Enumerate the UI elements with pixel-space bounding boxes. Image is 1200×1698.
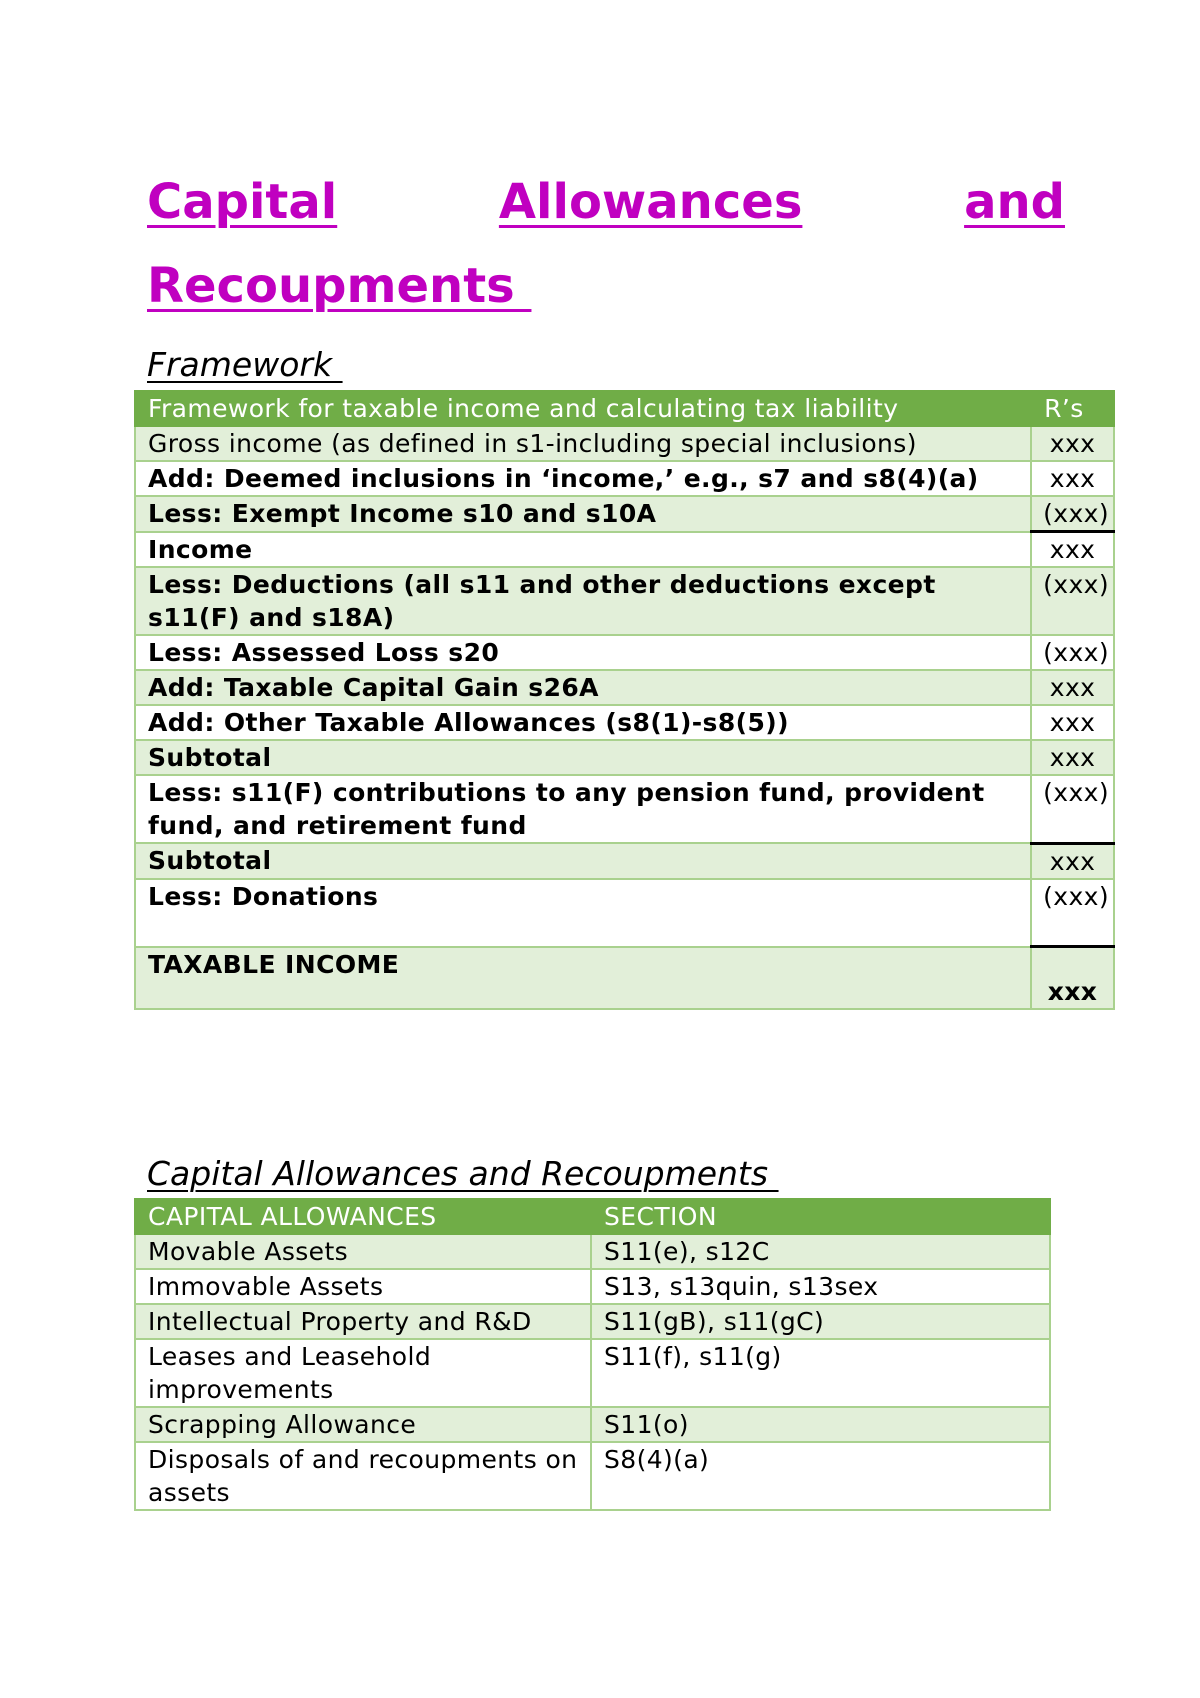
row-description: Add: Other Taxable Allowances (s8(1)-s8(5))	[135, 705, 1031, 740]
table-row	[135, 705, 1114, 740]
table-row	[135, 496, 1114, 532]
title-word: and	[964, 174, 1065, 230]
row-description: Less: Exempt Income s10 and s10A	[135, 496, 1031, 532]
table-row	[135, 670, 1114, 705]
title-word: Allowances	[498, 174, 803, 230]
allowance-cell: Intellectual Property and R&D	[135, 1304, 591, 1339]
document-title	[147, 160, 1065, 328]
section-cell: S11(e), s12C	[591, 1234, 1050, 1269]
row-amount: xxx	[1031, 461, 1114, 496]
row-amount: xxx	[1031, 426, 1114, 461]
row-description: Add: Deemed inclusions in ‘income,’ e.g., s7 and s8(4)(a)	[135, 461, 1031, 496]
row-description: Less: Donations	[135, 879, 1031, 947]
table-row	[135, 775, 1114, 843]
row-amount: (xxx)	[1031, 879, 1114, 947]
row-description: Subtotal	[135, 843, 1031, 879]
table-row	[135, 532, 1114, 568]
allowance-cell: Disposals of and recoupments on assets	[135, 1442, 591, 1510]
framework-header-row	[135, 391, 1114, 426]
table-row	[135, 1269, 1050, 1304]
row-description: Subtotal	[135, 740, 1031, 775]
allowance-cell: Leases and Leasehold improvements	[135, 1339, 591, 1407]
row-amount: xxx	[1031, 705, 1114, 740]
framework-header-amount: R’s	[1031, 391, 1114, 426]
row-description: Gross income (as defined in s1-including special inclusions)	[135, 426, 1031, 461]
row-amount: (xxx)	[1031, 567, 1114, 635]
row-description: Income	[135, 532, 1031, 568]
table-row	[135, 567, 1114, 635]
allowance-cell: Scrapping Allowance	[135, 1407, 591, 1442]
capital-allowances-table	[134, 1198, 1051, 1511]
title-line-2	[147, 244, 1065, 328]
table-row	[135, 1234, 1050, 1269]
framework-header-description: Framework for taxable income and calculating tax liability	[135, 391, 1031, 426]
table-row	[135, 1442, 1050, 1510]
allowance-cell: Movable Assets	[135, 1234, 591, 1269]
header-section: SECTION	[591, 1199, 1050, 1234]
title-line-1	[147, 160, 1065, 244]
table-row	[135, 879, 1114, 947]
section-cell: S11(o)	[591, 1407, 1050, 1442]
framework-table	[134, 390, 1115, 1010]
title-word: Recoupments	[147, 258, 532, 314]
table-row	[135, 843, 1114, 879]
allowance-cell: Immovable Assets	[135, 1269, 591, 1304]
row-amount: xxx	[1031, 532, 1114, 568]
row-description: Add: Taxable Capital Gain s26A	[135, 670, 1031, 705]
table-row	[135, 740, 1114, 775]
section-cell: S13, s13quin, s13sex	[591, 1269, 1050, 1304]
section-cell: S11(gB), s11(gC)	[591, 1304, 1050, 1339]
row-description: Less: Deductions (all s11 and other deductions except s11(F) and s18A)	[135, 567, 1031, 635]
table-row	[135, 461, 1114, 496]
table-row	[135, 947, 1114, 1009]
table-row	[135, 1407, 1050, 1442]
capital-allowances-heading: Capital Allowances and Recoupments	[147, 1154, 779, 1193]
row-amount: xxx	[1031, 740, 1114, 775]
capital-allowances-header-row	[135, 1199, 1050, 1234]
table-row	[135, 1304, 1050, 1339]
section-cell: S8(4)(a)	[591, 1442, 1050, 1510]
framework-heading: Framework	[147, 345, 343, 384]
row-amount: (xxx)	[1031, 775, 1114, 843]
row-amount: (xxx)	[1031, 496, 1114, 532]
table-row	[135, 1339, 1050, 1407]
row-description: TAXABLE INCOME	[135, 947, 1031, 1009]
table-row	[135, 635, 1114, 670]
section-cell: S11(f), s11(g)	[591, 1339, 1050, 1407]
row-description: Less: Assessed Loss s20	[135, 635, 1031, 670]
title-word: Capital	[147, 174, 338, 230]
table-row	[135, 426, 1114, 461]
header-allowance: CAPITAL ALLOWANCES	[135, 1199, 591, 1234]
row-amount: (xxx)	[1031, 635, 1114, 670]
row-amount: xxx	[1031, 843, 1114, 879]
row-amount: xxx	[1031, 670, 1114, 705]
row-description: Less: s11(F) contributions to any pension fund, provident fund, and retirement fund	[135, 775, 1031, 843]
row-amount: xxx	[1031, 947, 1114, 1009]
